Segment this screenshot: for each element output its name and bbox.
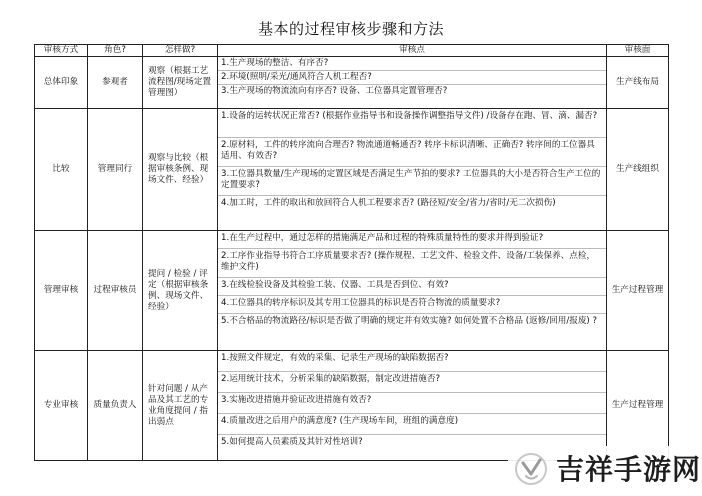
row-method: 管理审核: [35, 231, 88, 351]
row-method: 专业审核: [35, 351, 88, 461]
row-method: 比较: [35, 109, 88, 231]
audit-point: 3.在线检验设备及其检验工装、仪器、工具是否到位、有效?: [218, 278, 606, 296]
table-row: [35, 57, 669, 109]
table-row: [35, 109, 669, 231]
row-role: 质量负责人: [88, 351, 143, 461]
header-role: 角色?: [88, 45, 143, 57]
row-aspect: 生产线组织: [607, 109, 669, 231]
watermark-brand-text: 吉祥手游网: [556, 453, 702, 486]
row-aspect: 生产过程管理: [607, 231, 669, 351]
audit-point: 5.不合格品的物流路径/标识是否做了明确的规定并有效实施? 如何处置不合格品 (返修/回用/报废) ?: [221, 316, 598, 326]
brand-logo-icon: [514, 452, 548, 486]
audit-point: 3.工位器具数量/生产现场的定置区域是否满足生产节拍的要求? 工位器具的大小是否符合生产工位的定置要求?: [218, 167, 606, 196]
table-row: [35, 351, 669, 461]
audit-point: 1.设备的运转状况正常否? (根据作业指导书和设备操作调整指导文件) /设备存在跑、冒、滴、漏否?: [218, 109, 606, 138]
page-title: 基本的过程审核步骤和方法: [257, 20, 444, 38]
audit-point: 5.如何提高人员素质及其针对性培训?: [221, 437, 363, 447]
audit-point: 2.运用统计技术，分析采集的缺陷数据，制定改进措施否?: [218, 372, 606, 393]
audit-point: 2.原材料，工件的转序流向合理否? 物流通道畅通否? 转序卡标识清晰、正确否? 转序间的工位器具适用、有效否?: [218, 138, 606, 167]
audit-point: 1.按照文件规定，有效的采集、记录生产现场的缺陷数据否?: [218, 351, 606, 372]
header-points: 审核点: [218, 45, 607, 57]
row-role: 过程审核员: [88, 231, 143, 351]
header-method: 审核方式: [35, 45, 88, 57]
row-points: [218, 109, 607, 231]
row-how: 提问 / 检验 / 评定（根据审核条例、现场文件、经验）: [143, 231, 218, 351]
table-row: [35, 231, 669, 351]
row-method: 总体印象: [35, 57, 88, 109]
row-points: [218, 57, 607, 109]
header-how: 怎样做?: [143, 45, 218, 57]
row-points: [218, 351, 607, 461]
audit-point: 1.在生产过程中，通过怎样的措施满足产品和过程的特殊质量特性的要求并得到验证?: [218, 231, 606, 249]
audit-point: 2.工序作业指导书符合工序质量要求否? (操作规程、工艺文件、检验文件、设备/工装保养、点检，维护文件): [218, 249, 606, 278]
row-points: [218, 231, 607, 351]
audit-point: 4.质量改进之后用户的满意度? (生产现场车间，班组的满意度): [218, 414, 606, 435]
site-watermark: [508, 446, 702, 496]
row-aspect: 生产过程管理: [607, 351, 669, 461]
audit-point: 4.加工时，工件的取出和放回符合人机工程要求否? (路径短/安全/省力/省时/无二次损伤): [221, 198, 556, 208]
audit-point: 1.生产现场的整洁、有序否?: [218, 57, 606, 71]
header-aspect: 审核面: [607, 45, 669, 57]
audit-point: 3.生产现场的物流流向有序否? 设备、工位器具定置管理否?: [221, 86, 448, 96]
row-role: 参观者: [88, 57, 143, 109]
row-aspect: 生产线布局: [607, 57, 669, 109]
row-how: 针对问题 / 从产品及其工艺的专业角度提问 / 指出弱点: [143, 351, 218, 461]
audit-point: 3.实施改进措施并验证改进措施有效否?: [218, 393, 606, 414]
audit-table: [34, 44, 669, 461]
audit-point: 4.工位器具的转序标识及其专用工位器具的标识是否符合物流的质量要求?: [218, 296, 606, 314]
row-how: 观察（根据工艺流程图/现场定置管理图）: [143, 57, 218, 109]
row-how: 观察与比较（根据审核条例、现场文件、经验）: [143, 109, 218, 231]
audit-point: 2.环境(照明/采光/通风符合人机工程否?: [218, 71, 606, 85]
row-role: 管理同行: [88, 109, 143, 231]
table-header-row: [35, 45, 669, 57]
